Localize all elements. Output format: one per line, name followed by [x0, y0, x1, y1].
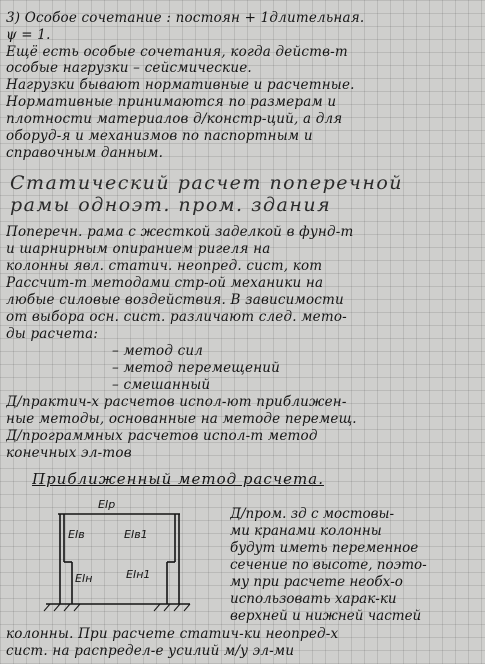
note-line: Д/пром. зд с мостовы-: [230, 506, 395, 522]
note-line: колонны. При расчете статич-ки неопред-х: [6, 626, 339, 642]
label-lower-right: EIн1: [126, 568, 151, 581]
method-item: – метод перемещений: [112, 360, 281, 376]
note-line: Нормативные принимаются по размерам и: [6, 94, 337, 110]
note-line: плотности материалов д/констр-ций, а для: [6, 111, 343, 127]
note-line: сечение по высоте, поэто-: [230, 557, 427, 573]
note-line: ные методы, основанные на методе перемещ.: [6, 411, 357, 427]
note-line: му при расчете необх-о: [230, 574, 403, 590]
note-line: ды расчета:: [6, 326, 99, 342]
note-line: любые силовые воздействия. В зависимости: [6, 292, 344, 308]
note-line: Поперечн. рама с жесткой заделкой в фунд-т: [6, 224, 354, 240]
note-line: и шарнирным опиранием ригеля на: [6, 241, 271, 257]
note-line: использовать харак-ки: [230, 591, 397, 607]
note-line: Нагрузки бывают нормативные и расчетные.: [6, 77, 355, 93]
label-upper-left: EIв: [68, 528, 85, 541]
note-line: особые нагрузки – сейсмические.: [6, 60, 252, 76]
note-line: будут иметь переменное: [230, 540, 419, 556]
section-heading: Статический расчет поперечной: [10, 172, 404, 194]
note-line: ψ = 1.: [6, 27, 51, 43]
label-upper-right: EIв1: [124, 528, 148, 541]
note-line: колонны явл. статич. неопред. сист, кот: [6, 258, 323, 274]
ground-hatch: [44, 604, 190, 611]
note-line: конечных эл-тов: [6, 445, 132, 461]
method-item: – смешанный: [112, 377, 211, 393]
note-line: от выбора осн. сист. различают след. мето-: [6, 309, 347, 325]
note-line: оборуд-я и механизмов по паспортным и: [6, 128, 313, 144]
section-title: Приближенный метод расчета.: [32, 470, 324, 488]
note-line: Рассчит-т методами стр-ой механики на: [6, 275, 324, 291]
note-line: Д/практич-х расчетов испол-ют приближен-: [6, 394, 347, 410]
note-line: 3) Особое сочетание : постоян + 1длительная.: [6, 10, 365, 26]
note-line: Д/программных расчетов испол-т метод: [6, 428, 318, 444]
method-item: – метод сил: [112, 343, 204, 359]
note-line: верхней и нижней частей: [230, 608, 422, 624]
note-line: Ещё есть особые сочетания, когда действ-т: [6, 44, 348, 60]
note-line: сист. на распредел-е усилий м/у эл-ми: [6, 643, 295, 659]
section-heading: рамы одноэт. пром. здания: [10, 194, 332, 216]
label-lower-left: EIн: [75, 572, 93, 585]
frame-sketch: [20, 490, 220, 620]
note-line: ми кранами колонны: [230, 523, 382, 539]
label-beam: EIр: [98, 498, 116, 511]
note-line: справочным данным.: [6, 145, 164, 161]
